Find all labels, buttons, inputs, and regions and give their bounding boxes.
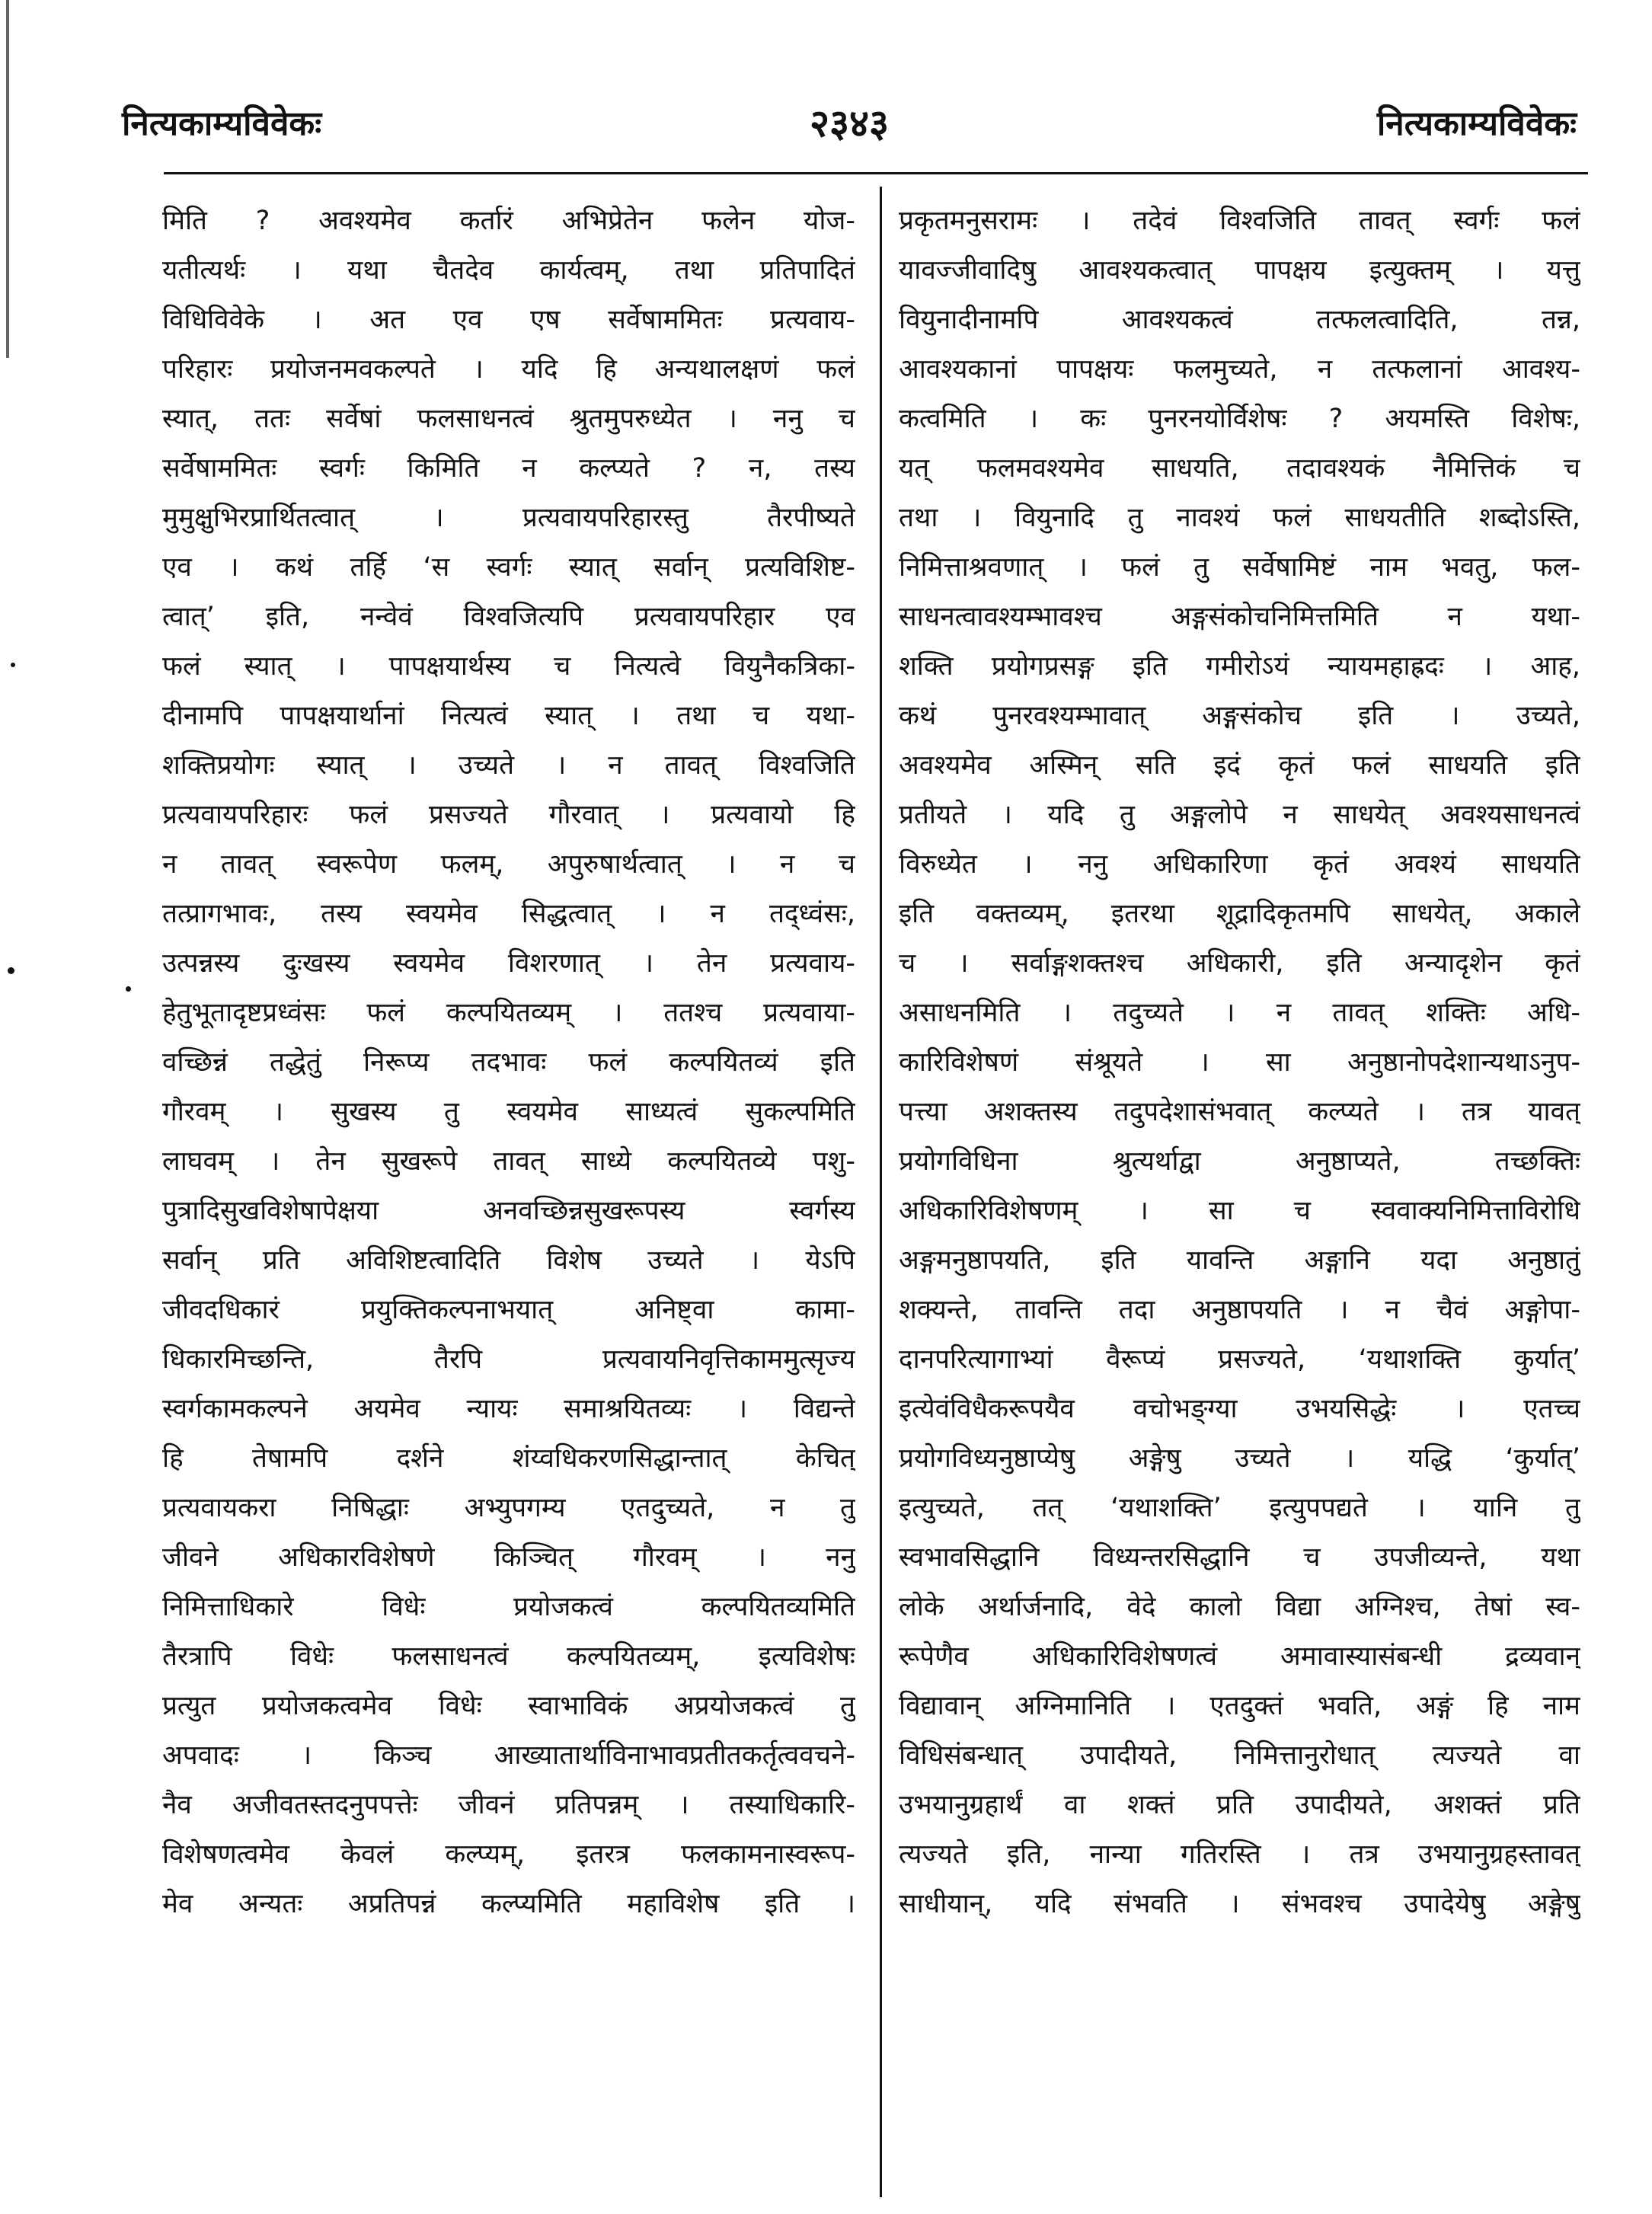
text-line: शक्ति प्रयोगप्रसङ्ग इति गमीरोऽयं न्यायमहाह्रदः । आह, xyxy=(899,651,1580,682)
text-line: उत्पन्नस्य दुःखस्य स्वयमेव विशरणात् । तेन प्रत्यवाय- xyxy=(162,948,855,979)
text-line: विधिविवेके । अत एव एष सर्वेषाममितः प्रत्यवाय- xyxy=(162,305,855,335)
text-line: दीनामपि पापक्षयार्थानां नित्यत्वं स्यात् । तथा च यथा- xyxy=(162,701,855,731)
column-divider xyxy=(880,187,882,2197)
text-line: पत्त्या अशक्तस्य तदुपदेशासंभवात् कल्प्यते । तत्र यावत् xyxy=(899,1097,1580,1127)
text-line: सर्वान् प्रति अविशिष्टत्वादिति विशेष उच्यते । येऽपि xyxy=(162,1245,855,1276)
scan-speck xyxy=(11,663,15,667)
text-line: जीवने अधिकारविशेषणे किञ्चित् गौरवम् । ननु xyxy=(162,1542,855,1573)
page-number: २३४३ xyxy=(810,101,889,145)
text-line: परिहारः प्रयोजनमवकल्पते । यदि हि अन्यथालक्षणं फलं xyxy=(162,354,855,385)
text-line: निमित्ताधिकारे विधेः प्रयोजकत्वं कल्पयितव्यमिति xyxy=(162,1592,855,1622)
text-line: च । सर्वाङ्गशक्तश्च अधिकारी, इति अन्यादृशेन कृतं xyxy=(899,948,1580,979)
text-line: इत्येवंविधैकरूपयैव वचोभङ्ग्या उभयसिद्धेः । एतच्च xyxy=(899,1394,1580,1424)
text-line: अधिकारिविशेषणम् । सा च स्ववाक्यनिमित्ताविरोधि xyxy=(899,1196,1580,1226)
text-line: गौरवम् । सुखस्य तु स्वयमेव साध्यत्वं सुकल्पमिति xyxy=(162,1097,855,1127)
text-line: रूपेणैव अधिकारिविशेषणत्वं अमावास्यासंबन्धी द्रव्यवान् xyxy=(899,1641,1580,1672)
text-line: प्रत्यवायकरा निषिद्धाः अभ्युपगम्य एतदुच्यते, न तु xyxy=(162,1493,855,1523)
scan-edge-shadow xyxy=(6,0,9,358)
text-line: प्रकृतमनुसरामः । तदेवं विश्वजिति तावत् स्वर्गः फलं xyxy=(899,206,1580,236)
text-line: शक्तिप्रयोगः स्यात् । उच्यते । न तावत् विश्वजिति xyxy=(162,750,855,781)
running-header xyxy=(122,91,1577,160)
text-line: वच्छिन्नं तद्धेतुं निरूप्य तदभावः फलं कल्पयितव्यं इति xyxy=(162,1047,855,1078)
text-line: स्वभावसिद्धानि विध्यन्तरसिद्धानि च उपजीव्यन्ते, यथा xyxy=(899,1542,1580,1573)
text-line: न तावत् स्वरूपेण फलम्, अपुरुषार्थत्वात् । न च xyxy=(162,849,855,880)
text-line: प्रतीयते । यदि तु अङ्गलोपे न साधयेत् अवश्यसाधनत्वं xyxy=(899,800,1580,830)
scan-speck xyxy=(8,967,14,974)
text-line: विशेषणत्वमेव केवलं कल्प्यम्, इतरत्र फलकामनास्वरूप- xyxy=(162,1839,855,1870)
text-line: कारिविशेषणं संश्रूयते । सा अनुष्ठानोपदेशान्यथाऽनुप- xyxy=(899,1047,1580,1078)
text-line: धिकारमिच्छन्ति, तैरपि प्रत्यवायनिवृत्तिकाममुत्सृज्य xyxy=(162,1344,855,1375)
text-line: यत् फलमवश्यमेव साधयति, तदावश्यकं नैमित्तिकं च xyxy=(899,453,1580,484)
text-line: लाघवम् । तेन सुखरूपे तावत् साध्ये कल्पयितव्ये पशु- xyxy=(162,1146,855,1177)
text-line: विरुध्येत । ननु अधिकारिणा कृतं अवश्यं साधयति xyxy=(899,849,1580,880)
text-line: तथा । वियुनादि तु नावश्यं फलं साधयतीति शब्दोऽस्ति, xyxy=(899,503,1580,533)
header-left-title: नित्यकाम्यविवेकः xyxy=(122,104,322,143)
text-line: अवश्यमेव अस्मिन् सति इदं कृतं फलं साधयति इति xyxy=(899,750,1580,781)
text-line: आवश्यकानां पापक्षयः फलमुच्यते, न तत्फलानां आवश्य- xyxy=(899,354,1580,385)
text-line: तत्प्रागभावः, तस्य स्वयमेव सिद्धत्वात् । न तद्ध्वंसः, xyxy=(162,899,855,929)
text-line: स्वर्गकामकल्पने अयमेव न्यायः समाश्रयितव्यः । विद्यन्ते xyxy=(162,1394,855,1424)
text-line: लोके अर्थार्जनादि, वेदे कालो विद्या अग्निश्च, तेषां स्व- xyxy=(899,1592,1580,1622)
text-line: निमित्ताश्रवणात् । फलं तु सर्वेषामिष्टं नाम भवतु, फल- xyxy=(899,552,1580,583)
text-line: त्यज्यते इति, नान्या गतिरस्ति । तत्र उभयानुग्रहस्तावत् xyxy=(899,1839,1580,1870)
text-line: अपवादः । किञ्च आख्यातार्थाविनाभावप्रतीतकर्तृत्ववचने- xyxy=(162,1740,855,1771)
text-line: इत्युच्यते, तत् ‘यथाशक्ति’ इत्युपपद्यते । यानि तु xyxy=(899,1493,1580,1523)
text-line: प्रयोगविधिना श्रुत्यर्थाद्वा अनुष्ठाप्यते, तच्छक्तिः xyxy=(899,1146,1580,1177)
right-column xyxy=(899,196,1580,1929)
text-line: मेव अन्यतः अप्रतिपन्नं कल्प्यमिति महाविशेष इति । xyxy=(162,1889,855,1919)
text-line: वियुनादीनामपि आवश्यकत्वं तत्फलत्वादिति, तन्न, xyxy=(899,305,1580,335)
text-line: पुत्रादिसुखविशेषापेक्षया अनवच्छिन्नसुखरूपस्य स्वर्गस्य xyxy=(162,1196,855,1226)
text-line: प्रयोगविध्यनुष्ठाप्येषु अङ्गेषु उच्यते । यद्धि ‘कुर्यात्’ xyxy=(899,1443,1580,1474)
text-line: साधनत्वावश्यम्भावश्च अङ्गसंकोचनिमित्तमिति न यथा- xyxy=(899,602,1580,632)
header-rule xyxy=(164,172,1588,174)
text-line: फलं स्यात् । पापक्षयार्थस्य च नित्यत्वे वियुनैकत्रिका- xyxy=(162,651,855,682)
text-line: हेतुभूतादृष्टप्रध्वंसः फलं कल्पयितव्यम् । ततश्च प्रत्यवाया- xyxy=(162,998,855,1028)
text-line: साधीयान्, यदि संभवति । संभवश्च उपादेयेषु अङ्गेषु xyxy=(899,1889,1580,1919)
text-line: कथं पुनरवश्यम्भावात् अङ्गसंकोच इति । उच्यते, xyxy=(899,701,1580,731)
text-line: हि तेषामपि दर्शने शंय्वधिकरणसिद्धान्तात् केचित् xyxy=(162,1443,855,1474)
left-column xyxy=(162,196,855,1929)
text-line: विद्यावान् अग्निमानिति । एतदुक्तं भवति, अङ्गं हि नाम xyxy=(899,1691,1580,1721)
text-line: मुमुक्षुभिरप्रार्थितत्वात् । प्रत्यवायपरिहारस्तु तैरपीष्यते xyxy=(162,503,855,533)
text-line: कत्वमिति । कः पुनरनयोर्विशेषः ? अयमस्ति विशेषः, xyxy=(899,404,1580,434)
text-line: स्यात्, ततः सर्वेषां फलसाधनत्वं श्रुतमुपरुध्येत । ननु च xyxy=(162,404,855,434)
text-line: शक्यन्ते, तावन्ति तदा अनुष्ठापयति । न चैवं अङ्गोपा- xyxy=(899,1295,1580,1325)
text-line: तैरत्रापि विधेः फलसाधनत्वं कल्पयितव्यम्, इत्यविशेषः xyxy=(162,1641,855,1672)
text-line: त्वात्’ इति, नन्वेवं विश्वजित्यपि प्रत्यवायपरिहार एव xyxy=(162,602,855,632)
text-line: एव । कथं तर्हि ‘स स्वर्गः स्यात् सर्वान् प्रत्यविशिष्ट- xyxy=(162,552,855,583)
text-line: प्रत्यवायपरिहारः फलं प्रसज्यते गौरवात् । प्रत्यवायो हि xyxy=(162,800,855,830)
text-line: जीवदधिकारं प्रयुक्तिकल्पनाभयात् अनिष्ट्वा कामा- xyxy=(162,1295,855,1325)
text-line: इति वक्तव्यम्, इतरथा शूद्रादिकृतमपि साधयेत्, अकाले xyxy=(899,899,1580,929)
text-line: यतीत्यर्थः । यथा चैतदेव कार्यत्वम्, तथा प्रतिपादितं xyxy=(162,255,855,286)
header-right-title: नित्यकाम्यविवेकः xyxy=(1376,104,1577,143)
text-line: अङ्गमनुष्ठापयति, इति यावन्ति अङ्गानि यदा अनुष्ठातुं xyxy=(899,1245,1580,1276)
text-line: दानपरित्यागाभ्यां वैरूप्यं प्रसज्यते, ‘यथाशक्ति कुर्यात्’ xyxy=(899,1344,1580,1375)
text-line: असाधनमिति । तदुच्यते । न तावत् शक्तिः अधि- xyxy=(899,998,1580,1028)
text-line: यावज्जीवादिषु आवश्यकत्वात् पापक्षय इत्युक्तम् । यत्तु xyxy=(899,255,1580,286)
text-line: सर्वेषाममितः स्वर्गः किमिति न कल्प्यते ? न, तस्य xyxy=(162,453,855,484)
text-line: उभयानुग्रहार्थं वा शक्तं प्रति उपादीयते, अशक्तं प्रति xyxy=(899,1790,1580,1820)
text-line: मिति ? अवश्यमेव कर्तारं अभिप्रेतेन फलेन योज- xyxy=(162,206,855,236)
scan-speck xyxy=(126,986,131,992)
text-line: नैव अजीवतस्तदनुपपत्तेः जीवनं प्रतिपन्नम् । तस्याधिकारि- xyxy=(162,1790,855,1820)
text-line: प्रत्युत प्रयोजकत्वमेव विधेः स्वाभाविकं अप्रयोजकत्वं तु xyxy=(162,1691,855,1721)
text-line: विधिसंबन्धात् उपादीयते, निमित्तानुरोधात् त्यज्यते वा xyxy=(899,1740,1580,1771)
